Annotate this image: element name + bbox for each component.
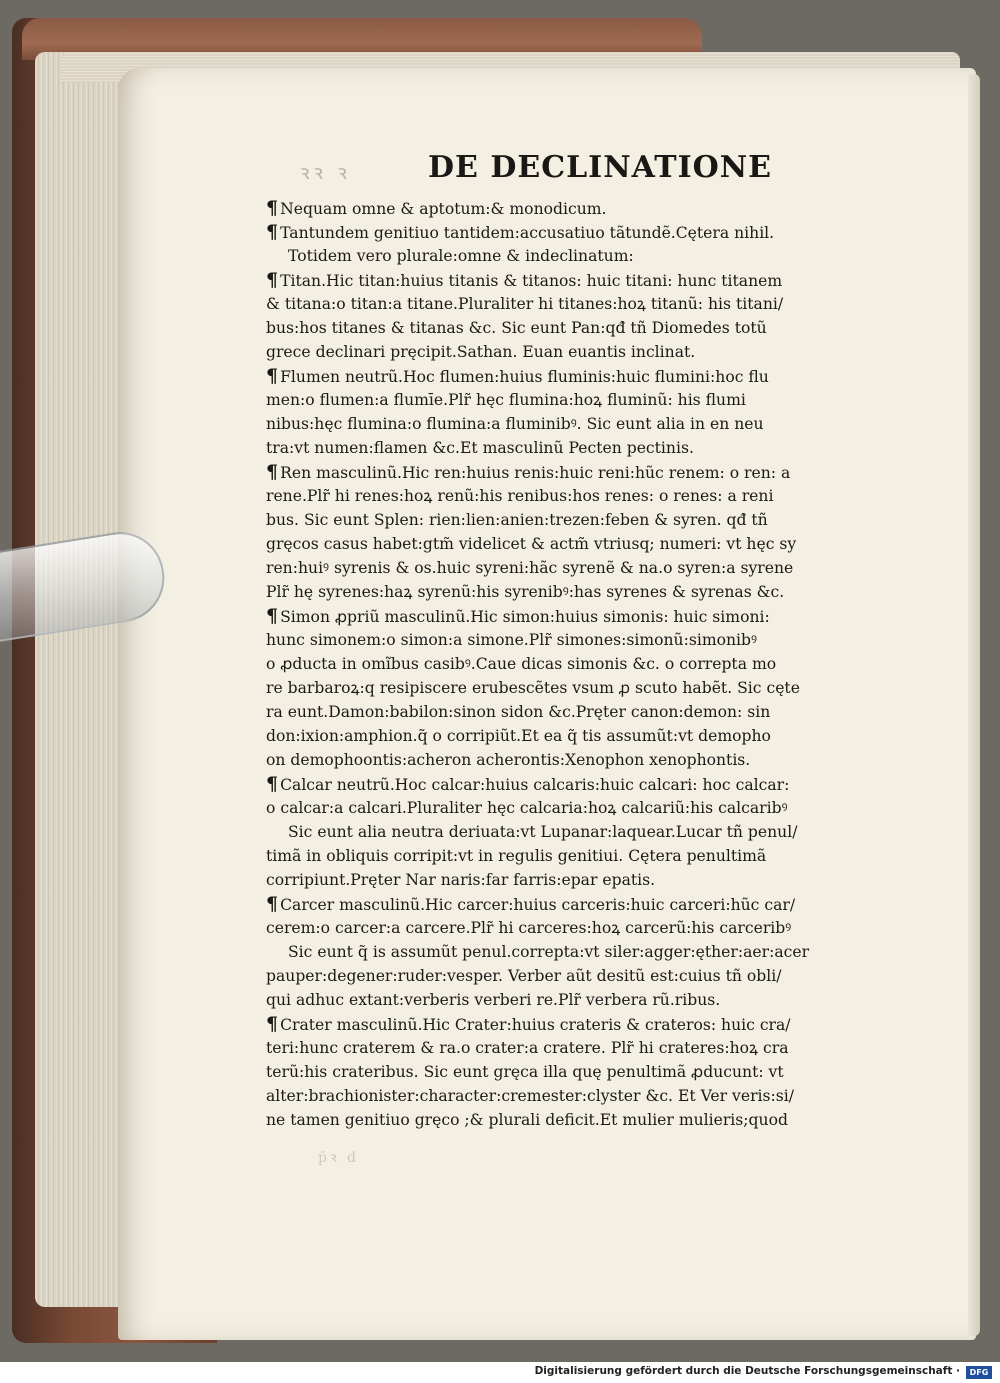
- paragraph-mark-icon: ¶: [266, 461, 279, 483]
- text-line-content: Nequam omne & aptotum:& monodicum.: [280, 200, 607, 218]
- paragraph-mark-icon: ¶: [266, 365, 279, 387]
- page-edge-right: [968, 74, 980, 1336]
- text-line: [266, 820, 916, 844]
- text-line-content: Plr̃ hę syrenes:haꝝ syrenũ:his syrenibꝰ:has syrenes & syrenas &c.: [266, 583, 785, 601]
- text-line-content: re barbaroꝝ:q resipiscere erubescẽtes vsum ꝓ scuto habẽt. Sic cęte: [266, 679, 800, 697]
- text-block: [266, 196, 916, 1132]
- text-line-content: Sic eunt q̃ is assumũt penul.correpta:vt siler:agger:ęther:aer:acer: [288, 943, 810, 961]
- text-line-content: Simon ꝓpriũ masculinũ.Hic simon:huius simonis: huic simoni:: [280, 608, 770, 626]
- paragraph-mark-icon: ¶: [266, 221, 279, 243]
- text-line-content: qui adhuc extant:verberis verberi re.Plr̃ verbera rũ.ribus.: [266, 991, 721, 1009]
- text-line: [266, 532, 916, 556]
- text-line: [266, 604, 916, 628]
- footer-faint-mark: p̄ꝛ d: [318, 1150, 360, 1166]
- text-line-content: ren:huiꝰ syrenis & os.huic syreni:hãc syrenẽ & na.o syren:a syrene: [266, 559, 794, 577]
- text-line-content: tra:vt numen:flamen &c.Et masculinũ Pecten pectinis.: [266, 439, 694, 457]
- text-line: [266, 1012, 916, 1036]
- text-line-content: Ren masculinũ.Hic ren:huius renis:huic reni:hũc renem: o ren: a: [280, 464, 791, 482]
- text-line-content: ne tamen genitiuo gręco ;& plurali deficit.Et mulier mulieris;quod: [266, 1111, 788, 1129]
- text-line: [266, 988, 916, 1012]
- text-line-content: nibus:hęc flumina:o flumina:a fluminibꝰ. Sic eunt alia in en neu: [266, 415, 764, 433]
- text-line-content: bus:hos titanes & titanas &c. Sic eunt Pan:qđ tñ Diomedes totũ: [266, 319, 767, 337]
- credit-bar: [0, 1362, 1000, 1383]
- text-line: [266, 460, 916, 484]
- text-line-content: o ꝓducta in omĩbus casibꝰ.Caue dicas simonis &c. o correpta mo: [266, 655, 777, 673]
- text-line: [266, 772, 916, 796]
- page-header: DE DECLINATIONE: [428, 150, 773, 185]
- paragraph-mark-icon: ¶: [266, 605, 279, 627]
- text-line-content: Totidem vero plurale:omne & indeclinatum:: [288, 247, 634, 265]
- text-line-content: men:o flumen:a flumīe.Plr̃ hęc flumina:hoꝝ fluminũ: his flumi: [266, 391, 746, 409]
- paragraph-mark-icon: ¶: [266, 773, 279, 795]
- text-line-content: Flumen neutrũ.Hoc flumen:huius fluminis:huic flumini:hoc flu: [280, 368, 769, 386]
- text-line: [266, 220, 916, 244]
- text-line: [266, 1036, 916, 1060]
- text-line: [266, 1060, 916, 1084]
- text-line: [266, 916, 916, 940]
- text-line: [266, 484, 916, 508]
- text-line-content: pauper:degener:ruder:vesper. Verber aũt desitũ est:cuius tñ obli/: [266, 967, 782, 985]
- text-line-content: hunc simonem:o simon:a simone.Plr̃ simones:simonũ:simonibꝰ: [266, 631, 757, 649]
- header-bleedthrough: ꝛꝛ ꝛ: [300, 160, 351, 184]
- text-line-content: bus. Sic eunt Splen: rien:lien:anien:trezen:feben & syren. qđ tñ: [266, 511, 768, 529]
- text-line: [266, 364, 916, 388]
- paragraph-mark-icon: ¶: [266, 1013, 279, 1035]
- text-line: [266, 628, 916, 652]
- text-line-content: Calcar neutrũ.Hoc calcar:huius calcaris:huic calcari: hoc calcar:: [280, 776, 790, 794]
- text-line: [266, 844, 916, 868]
- text-line-content: terũ:his crateribus. Sic eunt gręca illa quę penultimã ꝓducunt: vt: [266, 1063, 784, 1081]
- text-line: [266, 388, 916, 412]
- text-line-content: teri:hunc craterem & ra.o crater:a cratere. Plr̃ hi crateres:hoꝝ cra: [266, 1039, 789, 1057]
- dfg-logo-icon: DFG: [966, 1366, 992, 1379]
- text-line-content: corripiunt.Pręter Nar naris:far farris:epar epatis.: [266, 871, 656, 889]
- text-line-content: ra eunt.Damon:babilon:sinon sidon &c.Pręter canon:demon: sin: [266, 703, 771, 721]
- text-line-content: Crater masculinũ.Hic Crater:huius crateris & crateros: huic cra/: [280, 1016, 791, 1034]
- text-line: [266, 436, 916, 460]
- paragraph-mark-icon: ¶: [266, 269, 279, 291]
- text-line: [266, 196, 916, 220]
- text-line: [266, 892, 916, 916]
- text-line: [266, 748, 916, 772]
- text-line: [266, 412, 916, 436]
- text-line: [266, 964, 916, 988]
- text-line: [266, 268, 916, 292]
- text-line-content: gręcos casus habet:gtm̃ videlicet & actm̃ vtriusq; numeri: vt hęc sy: [266, 535, 797, 553]
- text-line-content: Titan.Hic titan:huius titanis & titanos: huic titani: hunc titanem: [280, 272, 783, 290]
- text-line-content: don:ixion:amphion.q̃ o corripiũt.Et ea q̃ tis assumũt:vt demopho: [266, 727, 771, 745]
- text-line: [266, 940, 916, 964]
- text-line-content: timã in obliquis corripit:vt in regulis genitiui. Cętera penultimã: [266, 847, 767, 865]
- text-line: [266, 724, 916, 748]
- text-line-content: Tantundem genitiuo tantidem:accusatiuo tãtundẽ.Cętera nihil.: [280, 224, 775, 242]
- paragraph-mark-icon: ¶: [266, 197, 279, 219]
- text-line-content: cerem:o carcer:a carcere.Plr̃ hi carceres:hoꝝ carcerũ:his carceribꝰ: [266, 919, 792, 937]
- text-line: [266, 700, 916, 724]
- text-line-content: grece declinari pręcipit.Sathan. Euan euantis inclinat.: [266, 343, 696, 361]
- text-line: [266, 676, 916, 700]
- credit-text: Digitalisierung gefördert durch die Deutsche Forschungsgemeinschaft ·: [534, 1365, 960, 1377]
- text-line-content: o calcar:a calcari.Pluraliter hęc calcaria:hoꝝ calcariũ:his calcaribꝰ: [266, 799, 788, 817]
- text-line-content: Carcer masculinũ.Hic carcer:huius carceris:huic carceri:hũc car/: [280, 896, 796, 914]
- text-line: [266, 868, 916, 892]
- text-line: [266, 556, 916, 580]
- text-line: [266, 652, 916, 676]
- text-line-content: alter:brachionister:character:cremester:clyster &c. Et Ver veris:si/: [266, 1087, 795, 1105]
- paragraph-mark-icon: ¶: [266, 893, 279, 915]
- text-line: [266, 1084, 916, 1108]
- text-line-content: on demophoontis:acheron acherontis:Xenophon xenophontis.: [266, 751, 751, 769]
- text-line-content: & titana:o titan:a titane.Pluraliter hi titanes:hoꝝ titanũ: his titani/: [266, 295, 784, 313]
- text-line: [266, 1108, 916, 1132]
- text-line: [266, 580, 916, 604]
- text-line: [266, 796, 916, 820]
- text-line-content: Sic eunt alia neutra deriuata:vt Lupanar:laquear.Lucar tñ penul/: [288, 823, 798, 841]
- text-line-content: rene.Plr̃ hi renes:hoꝝ renũ:his renibus:hos renes: o renes: a reni: [266, 487, 774, 505]
- text-line: [266, 508, 916, 532]
- text-line: [266, 244, 916, 268]
- text-line: [266, 340, 916, 364]
- text-line: [266, 316, 916, 340]
- text-line: [266, 292, 916, 316]
